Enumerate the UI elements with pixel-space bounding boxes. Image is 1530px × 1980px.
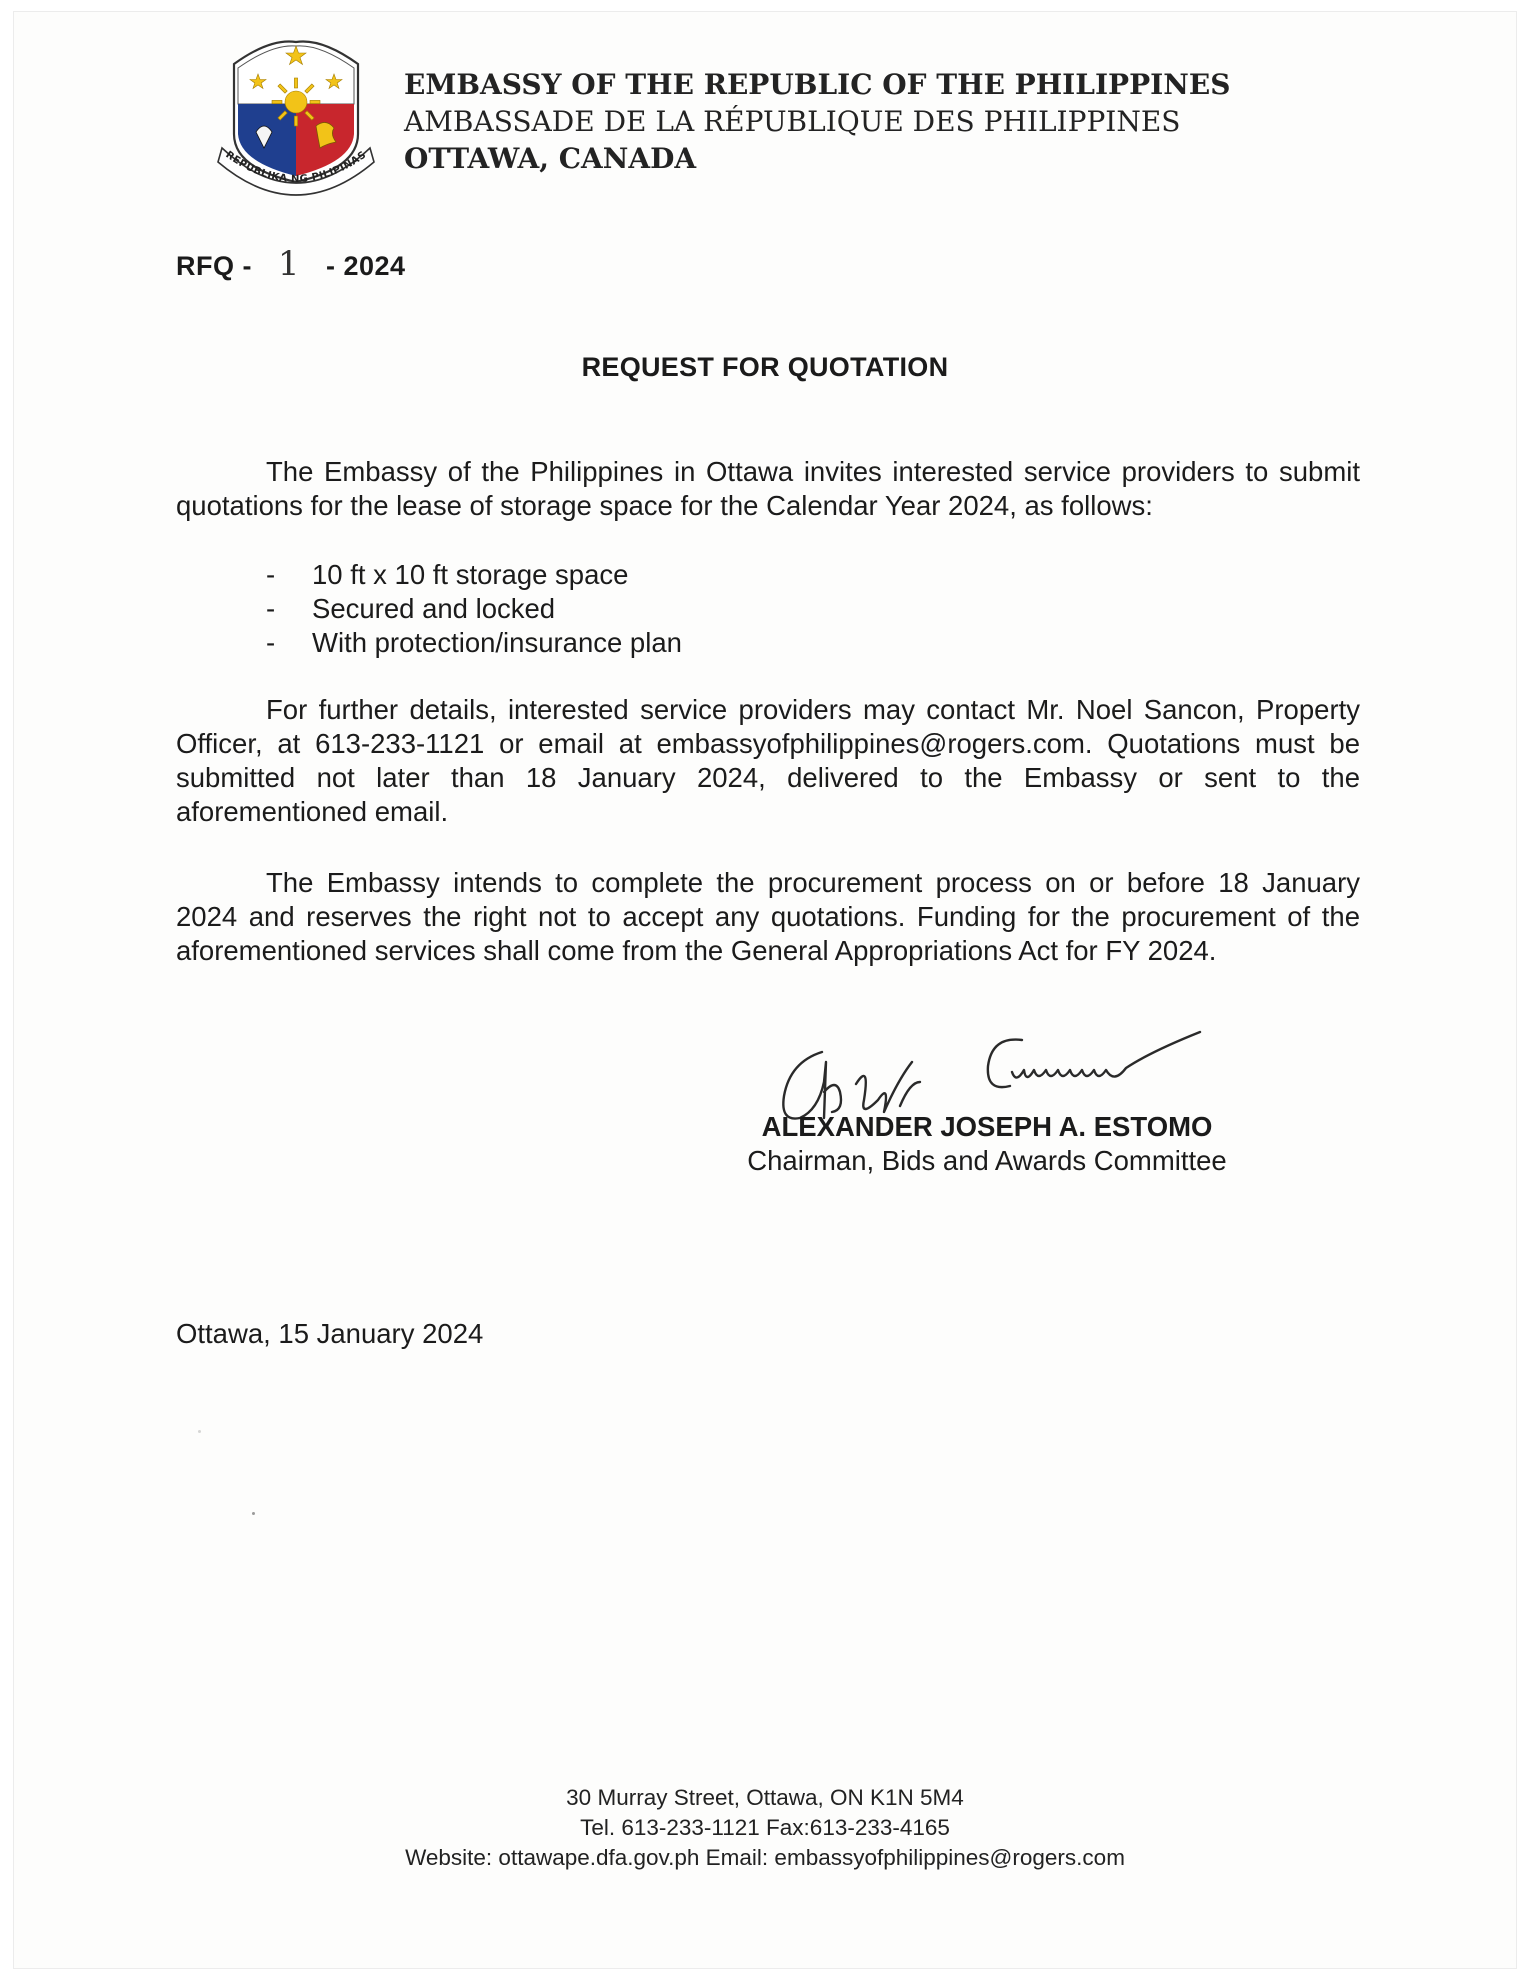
footer-phones: Tel. 613-233-1121 Fax:613-233-4165: [580, 1815, 950, 1840]
list-item: - With protection/insurance plan: [266, 627, 682, 658]
signatory-title: Chairman, Bids and Awards Committee: [747, 1145, 1227, 1176]
scan-speck: [252, 1512, 255, 1515]
procurement-paragraph: The Embassy intends to complete the procurement process on or before 18 January 2024 and reserves the right not to accept any quotations. Funding for the procurement of the aforementioned services shall come from the General Appropriations Act for FY 2024.: [176, 867, 1360, 966]
bullet-dash: -: [266, 593, 276, 624]
letterhead-footer: [0, 1783, 1530, 1873]
embassy-location: OTTAWA, CANADA: [404, 142, 697, 175]
contact-paragraph: For further details, interested service providers may contact Mr. Noel Sancon, Property Officer, at 613-233-1121 or email at embassyofphilippines@rogers.com. Quotations must be submitted not later than 18 January 2024, delivered to the Embassy or sent to the aforementioned email.: [176, 694, 1360, 827]
list-item: - Secured and locked: [266, 593, 556, 624]
rfq-year: 2024: [343, 251, 406, 281]
list-item: - 10 ft x 10 ft storage space: [266, 559, 629, 590]
embassy-name-french: AMBASSADE DE LA RÉPUBLIQUE DES PHILIPPINES: [404, 105, 1181, 138]
rfq-prefix: RFQ: [176, 251, 235, 281]
scan-speck: [198, 1430, 201, 1433]
bullet-dash: -: [266, 627, 276, 658]
intro-paragraph: The Embassy of the Philippines in Ottawa invites interested service providers to submit quotations for the lease of storage space for the Calendar Year 2024, as follows:: [176, 456, 1360, 521]
signatory-block: [722, 1110, 1252, 1178]
footer-web-email: Website: ottawape.dfa.gov.ph Email: embassyofphilippines@rogers.com: [405, 1845, 1125, 1870]
svg-text:REPUBLIKA NG PILIPINAS: REPUBLIKA NG PILIPINAS: [223, 149, 369, 186]
document-title: REQUEST FOR QUOTATION: [581, 352, 949, 382]
place-and-date: Ottawa, 15 January 2024: [176, 1318, 484, 1349]
embassy-name-english: EMBASSY OF THE REPUBLIC OF THE PHILIPPINES: [404, 68, 1231, 101]
rfq-number: 1: [277, 244, 301, 284]
philippine-seal-logo: [212, 30, 380, 200]
bullet-dash: -: [266, 559, 276, 590]
signatory-name: ALEXANDER JOSEPH A. ESTOMO: [761, 1111, 1213, 1142]
embassy-letterhead: [404, 66, 1230, 177]
document-page: [14, 12, 1516, 1968]
requirements-list: [262, 558, 682, 660]
rfq-reference: RFQ - 1 - 2024: [176, 244, 406, 284]
footer-address: 30 Murray Street, Ottawa, ON K1N 5M4: [566, 1785, 964, 1810]
